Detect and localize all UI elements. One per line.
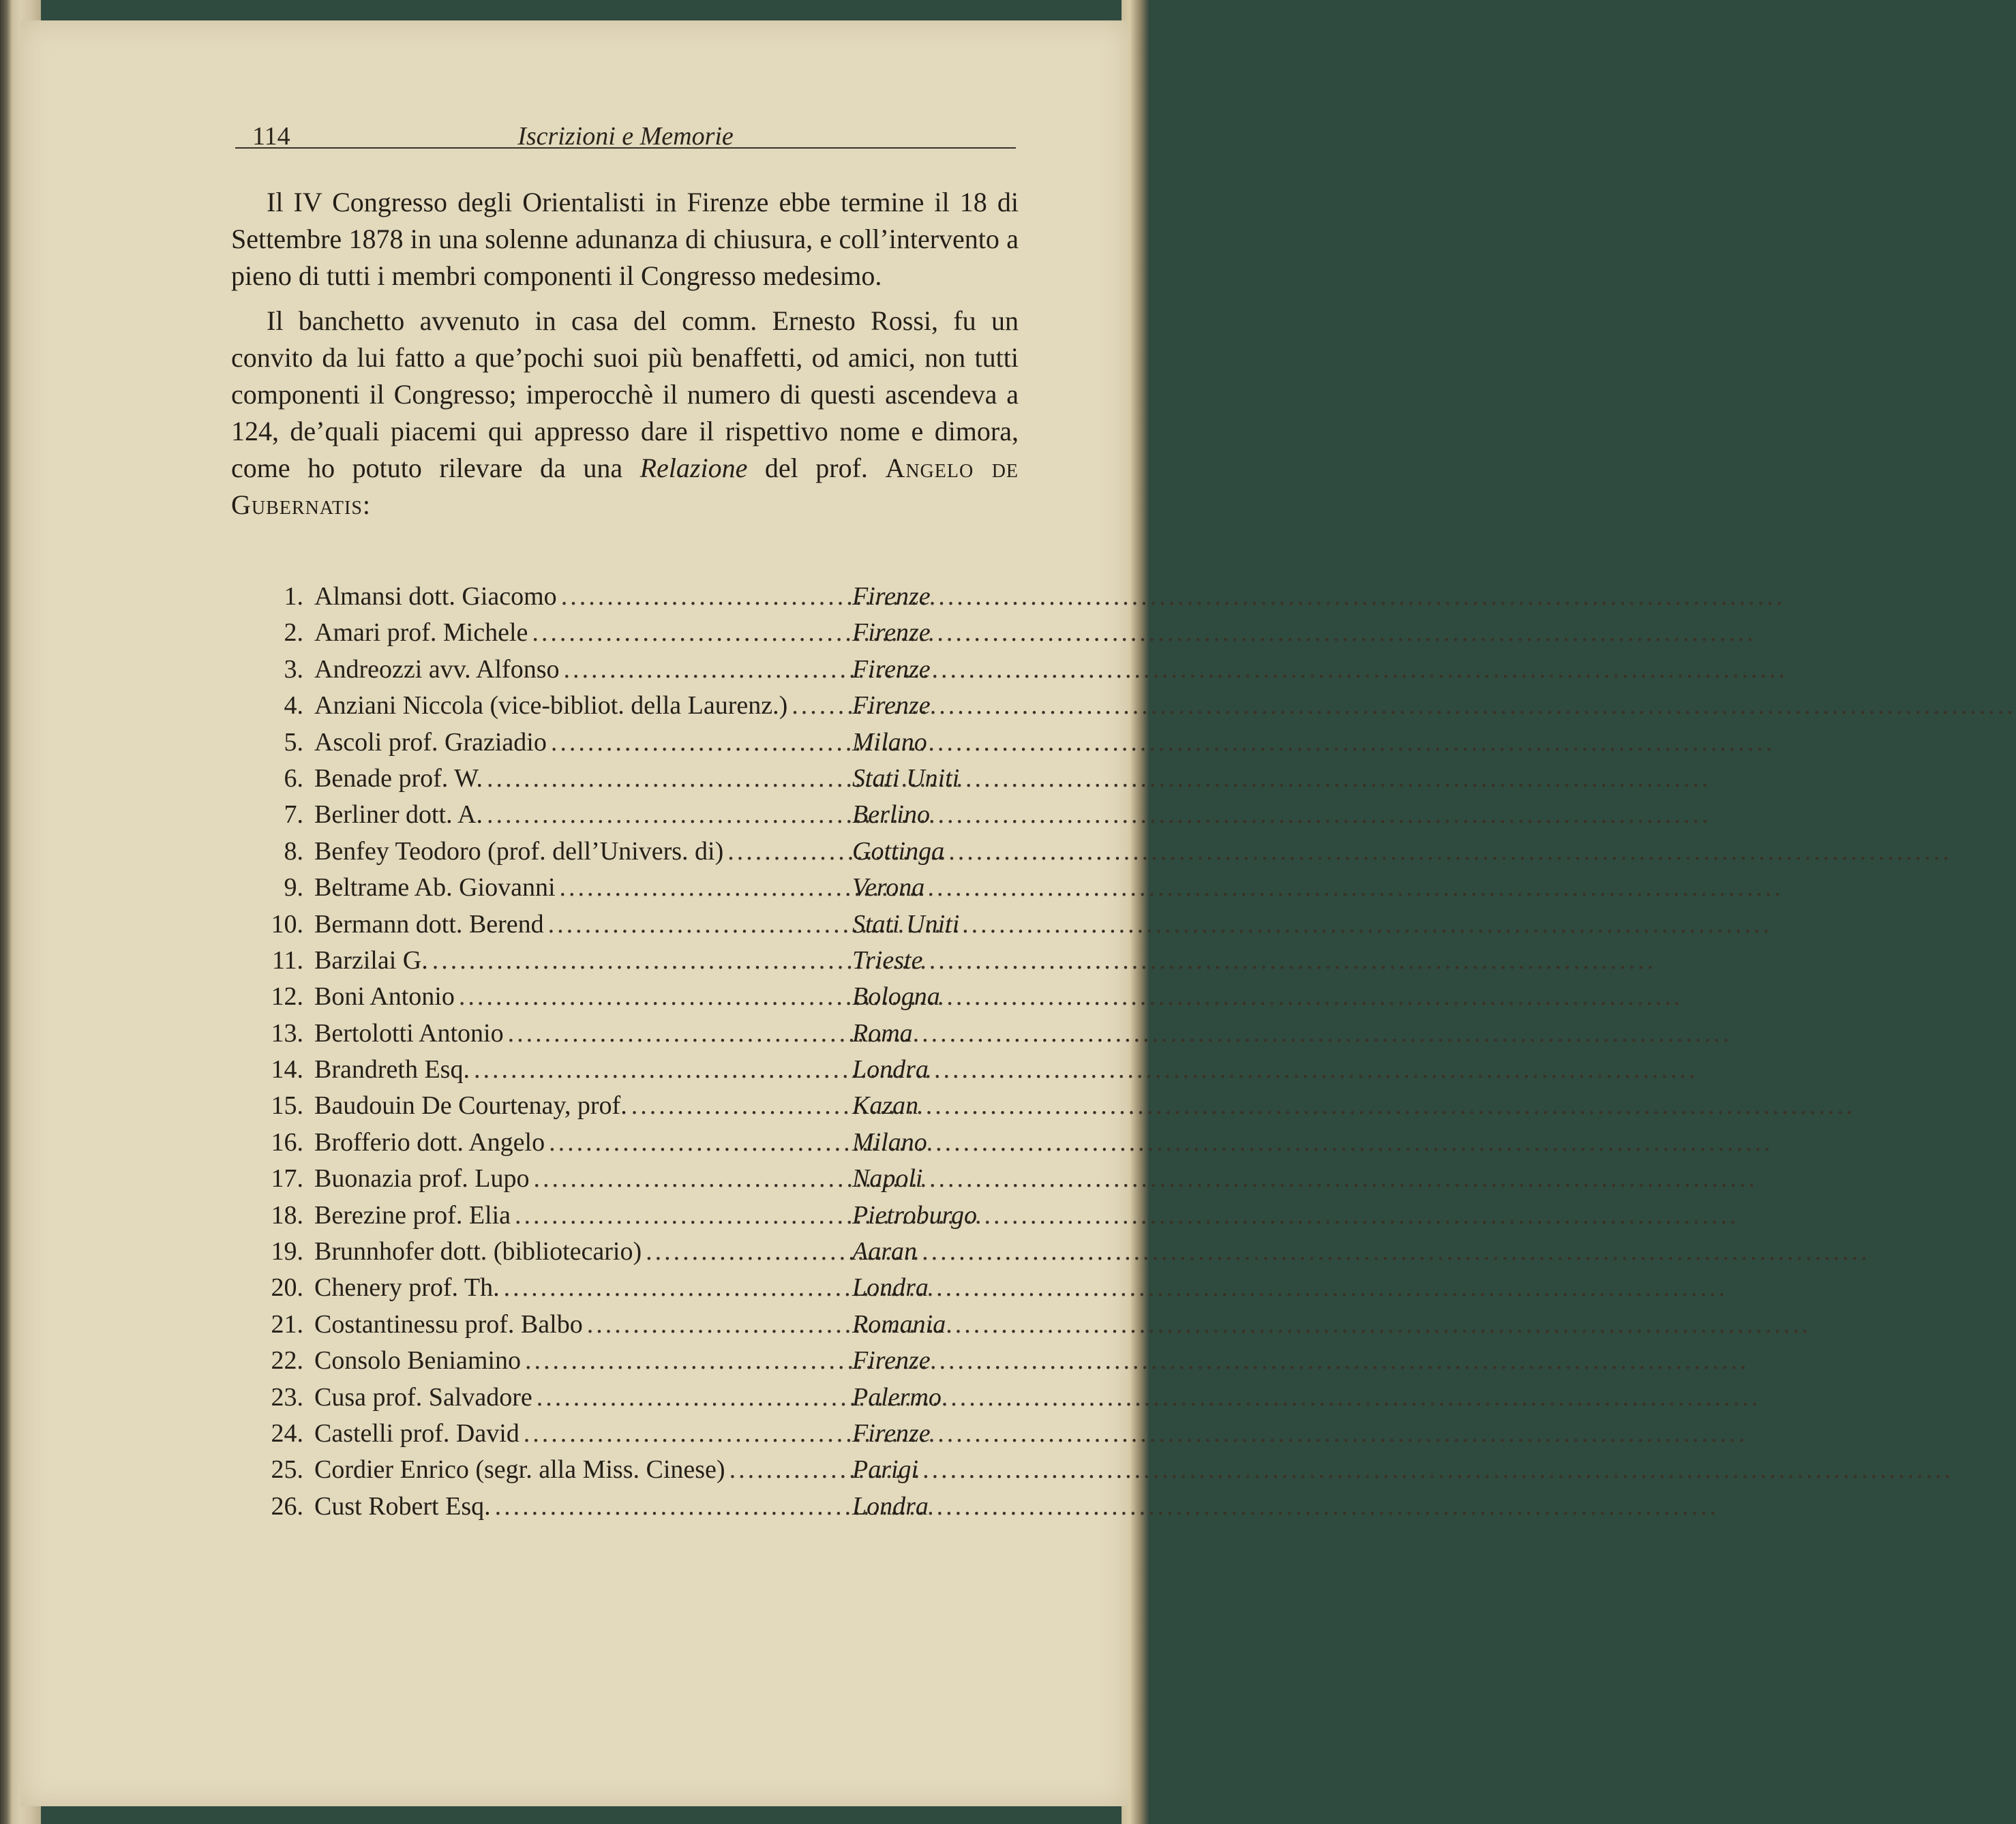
list-item-city: Firenze	[852, 691, 931, 720]
list-item-number: 16.	[271, 1127, 303, 1157]
leader-dots	[459, 982, 848, 1012]
paragraph-2-mid: del prof.	[764, 453, 868, 483]
leader-dots	[537, 1382, 848, 1412]
list-item-name: Benade prof. W.	[314, 763, 483, 793]
list-item-city: Londra	[852, 1055, 929, 1084]
leader-dots	[560, 872, 848, 902]
list-item-number: 2.	[284, 618, 303, 648]
leader-dots	[792, 690, 848, 720]
list-item-city: Kazan	[852, 1091, 919, 1121]
list-item-city: Aaran	[852, 1237, 917, 1266]
leader-dots	[534, 1164, 848, 1194]
list-item-city: Trieste	[852, 945, 923, 975]
leader-dots	[508, 1018, 848, 1048]
list-item	[249, 1346, 989, 1382]
list-item	[249, 581, 989, 618]
list-item-name: Cordier Enrico (segr. alla Miss. Cinese)	[314, 1455, 725, 1485]
relazione-italic: Relazione	[640, 453, 748, 483]
list-item-number: 10.	[271, 909, 303, 939]
leader-dots	[551, 727, 848, 757]
list-item-number: 26.	[271, 1491, 303, 1521]
list-item-name: Costantinessu prof. Balbo	[314, 1309, 583, 1339]
list-item	[249, 1164, 989, 1200]
list-item-number: 17.	[271, 1164, 303, 1194]
list-item-city: Berlino	[852, 800, 930, 830]
list-item-name: Consolo Beniamino	[314, 1346, 521, 1375]
list-item	[249, 1127, 989, 1164]
leader-dots	[504, 1273, 848, 1303]
list-item	[249, 727, 989, 763]
list-item-city: Londra	[852, 1273, 929, 1303]
list-item	[249, 945, 989, 982]
list-item-name: Brunnhofer dott. (bibliotecario)	[314, 1237, 642, 1266]
page-header	[235, 102, 1016, 151]
list-item-number: 3.	[284, 654, 303, 684]
list-item-city: Firenze	[852, 654, 931, 684]
paragraph-2	[231, 303, 1019, 523]
list-item	[249, 1091, 989, 1127]
list-item	[249, 1382, 989, 1418]
list-item-name: Chenery prof. Th.	[314, 1273, 500, 1303]
paragraph-2-end: :	[362, 489, 371, 520]
list-item-name: Beltrame Ab. Giovanni	[314, 873, 556, 902]
list-item	[249, 654, 989, 690]
list-item-city: Gottinga	[852, 836, 945, 866]
list-item-number: 5.	[284, 727, 303, 757]
paragraph-2-start: Il banchetto avvenuto in casa del comm. Ernesto Rossi, fu un convito da lui fatto a que’pochi suoi più benaffetti, od amici, non tutti componenti il Congresso; imperocchè il numero di questi ascendeva a 124, de’quali piacemi qui appresso dare il rispettivo nome e dimora, come ho potuto rilevare da una	[231, 305, 1019, 483]
leader-dots	[487, 763, 848, 793]
list-item	[249, 763, 989, 800]
list-item-name: Amari prof. Michele	[314, 618, 528, 648]
leader-dots	[487, 800, 848, 830]
list-item-name: Cust Robert Esq.	[314, 1491, 491, 1521]
list-item-number: 20.	[271, 1273, 303, 1303]
list-item-name: Berliner dott. A.	[314, 800, 483, 830]
list-item-number: 6.	[284, 763, 303, 793]
list-item-name: Andreozzi avv. Alfonso	[314, 654, 560, 684]
list-item-number: 1.	[284, 582, 303, 611]
list-item-city: Stati Uniti	[852, 909, 960, 939]
list-item	[249, 618, 989, 654]
leader-dots	[564, 654, 849, 684]
list-item	[249, 1200, 989, 1236]
list-item-number: 25.	[271, 1455, 303, 1485]
page-number: 114	[252, 122, 290, 151]
list-item	[249, 1309, 989, 1346]
leader-dots	[515, 1200, 848, 1230]
list-item	[249, 1054, 989, 1091]
list-item-name: Ascoli prof. Graziadio	[314, 727, 547, 757]
list-item-number: 4.	[284, 691, 303, 720]
list-item	[249, 800, 989, 836]
list-item-city: Londra	[852, 1491, 929, 1521]
paragraph-1: Il IV Congresso degli Orientalisti in Firenze ebbe termine il 18 di Settembre 1878 in una solenne adunanza di chiusura, e coll’intervento a pieno di tutti i membri componenti il Congresso medesimo.	[231, 187, 1019, 291]
list-item-name: Barzilai G.	[314, 945, 428, 975]
leader-dots	[495, 1491, 848, 1521]
list-item-city: Firenze	[852, 1346, 931, 1375]
list-item	[249, 836, 989, 872]
list-item-name: Brandreth Esq.	[314, 1055, 470, 1084]
list-item-name: Buonazia prof. Lupo	[314, 1164, 530, 1194]
list-item-number: 9.	[284, 873, 303, 902]
list-item-city: Firenze	[852, 1418, 931, 1448]
list-item	[249, 1418, 989, 1455]
leader-dots	[549, 1127, 848, 1157]
list-item-number: 23.	[271, 1382, 303, 1412]
list-item-city: Bologna	[852, 982, 940, 1012]
list-item-name: Anziani Niccola (vice-bibliot. della Laurenz.)	[314, 691, 788, 720]
list-item-city: Napoli	[852, 1164, 923, 1194]
leader-dots	[729, 1455, 848, 1485]
list-item-name: Castelli prof. David	[314, 1418, 520, 1448]
list-item-city: Palermo	[852, 1382, 942, 1412]
list-item	[249, 690, 989, 727]
list-item-number: 15.	[271, 1091, 303, 1121]
list-item-name: Brofferio dott. Angelo	[314, 1127, 545, 1157]
leader-dots	[631, 1091, 848, 1121]
list-item-city: Firenze	[852, 582, 931, 611]
list-item-name: Berezine prof. Elia	[314, 1200, 511, 1230]
list-item-name: Cusa prof. Salvadore	[314, 1382, 532, 1412]
leader-dots	[524, 1418, 848, 1448]
list-item	[249, 909, 989, 945]
list-item-number: 13.	[271, 1018, 303, 1048]
leader-dots	[727, 836, 848, 866]
list-item-number: 12.	[271, 982, 303, 1012]
leader-dots	[646, 1236, 848, 1266]
list-item-number: 19.	[271, 1237, 303, 1266]
leader-dots	[587, 1309, 848, 1339]
list-item-city: Romania	[852, 1309, 946, 1339]
leader-dots	[548, 909, 848, 939]
list-item-number: 22.	[271, 1346, 303, 1375]
header-rule	[235, 147, 1016, 149]
list-item-city: Milano	[852, 727, 927, 757]
list-item-city: Verona	[852, 873, 925, 902]
author-name: Angelo de Gubernatis	[231, 453, 1019, 520]
list-item-city: Milano	[852, 1127, 927, 1157]
member-list	[249, 581, 989, 1527]
body-text	[231, 184, 1019, 532]
leader-dots	[474, 1054, 848, 1084]
list-item-city: Parigi	[852, 1455, 919, 1485]
list-item-number: 21.	[271, 1309, 303, 1339]
list-item-number: 14.	[271, 1055, 303, 1084]
leader-dots	[532, 618, 848, 648]
list-item-city: Stati Uniti	[852, 763, 960, 793]
list-item	[249, 982, 989, 1018]
list-item	[249, 1455, 989, 1491]
leader-dots	[525, 1346, 848, 1375]
leader-dots	[432, 945, 848, 975]
list-item	[249, 1236, 989, 1273]
list-item-number: 8.	[284, 836, 303, 866]
list-item	[249, 1273, 989, 1309]
leader-dots	[561, 581, 848, 611]
running-title: Iscrizioni e Memorie	[517, 122, 734, 151]
list-item-name: Bertolotti Antonio	[314, 1018, 504, 1048]
list-item-number: 7.	[284, 800, 303, 830]
list-item	[249, 1491, 989, 1527]
list-item-number: 11.	[271, 945, 303, 975]
list-item-name: Baudouin De Courtenay, prof.	[314, 1091, 627, 1121]
list-item	[249, 1018, 989, 1054]
list-item-name: Bermann dott. Berend	[314, 909, 544, 939]
list-item-name: Almansi dott. Giacomo	[314, 582, 557, 611]
list-item-city: Pietroburgo	[852, 1200, 977, 1230]
list-item-name: Boni Antonio	[314, 982, 455, 1012]
list-item-name: Benfey Teodoro (prof. dell’Univers. di)	[314, 836, 724, 866]
list-item-number: 18.	[271, 1200, 303, 1230]
list-item-city: Firenze	[852, 618, 931, 648]
list-item-city: Roma	[852, 1018, 913, 1048]
list-item	[249, 872, 989, 909]
list-item-number: 24.	[271, 1418, 303, 1448]
